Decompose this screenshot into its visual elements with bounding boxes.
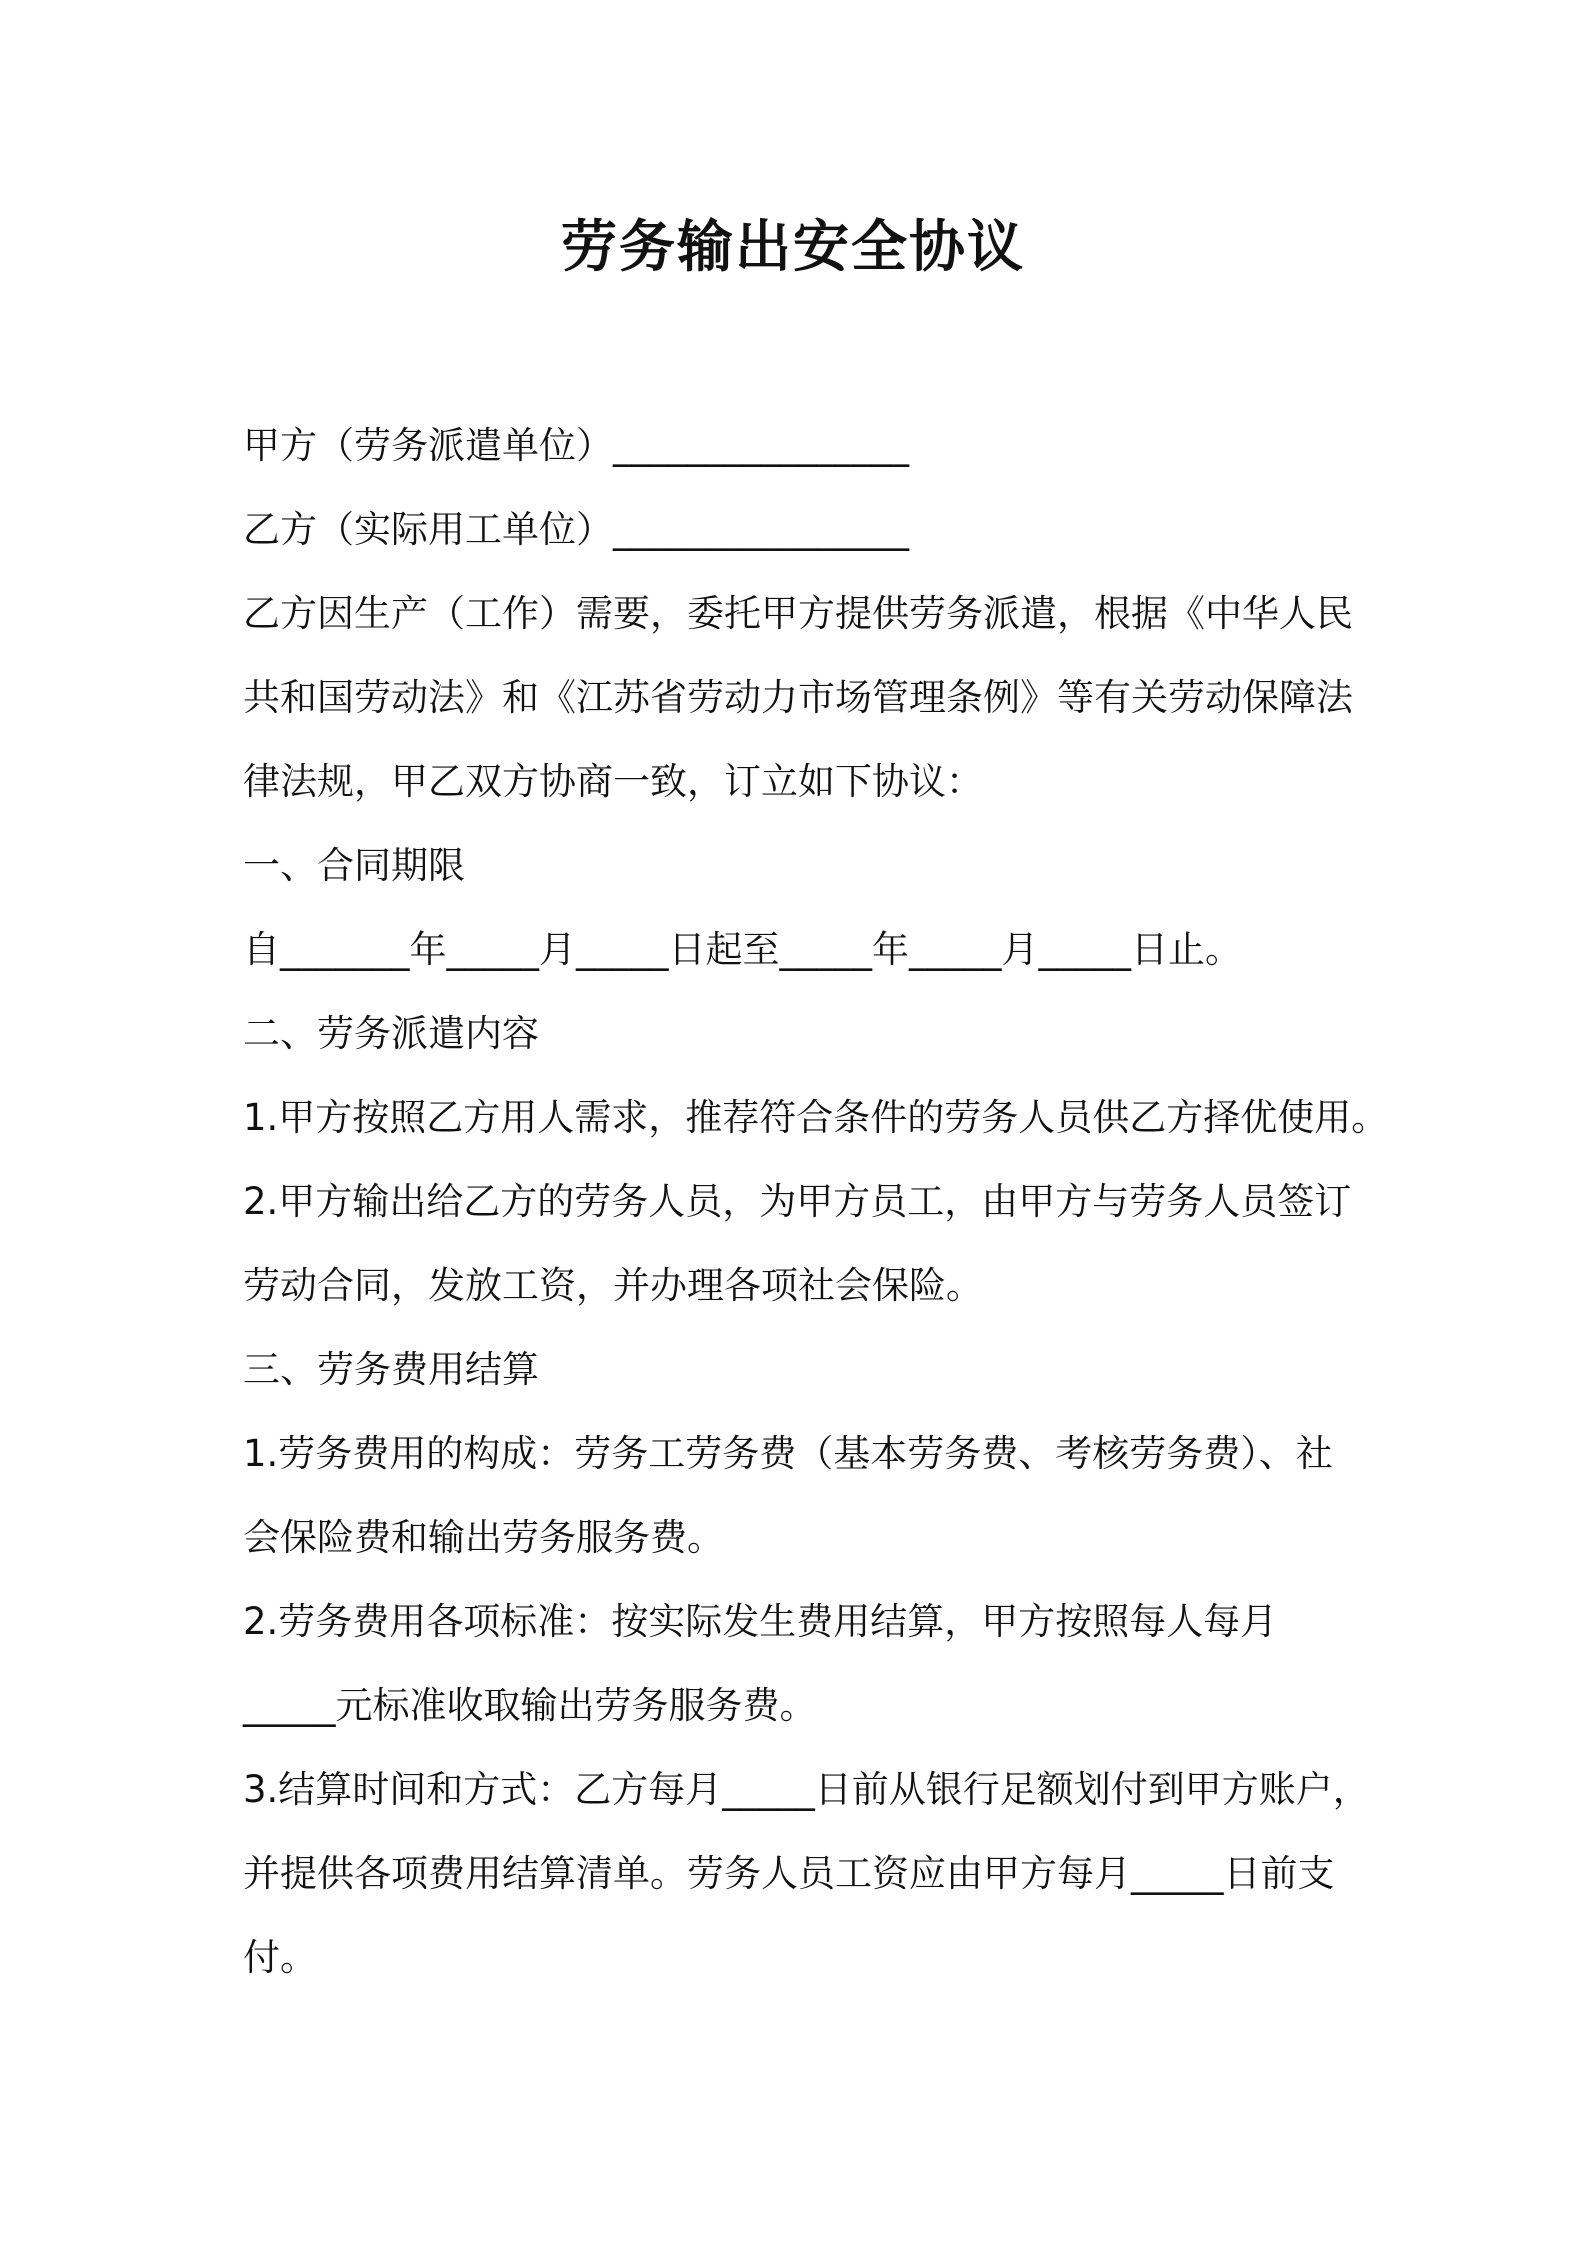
section-3-item-2-line-2: _____元标准收取输出劳务服务费。	[243, 1684, 817, 1727]
party-a-line: 甲方（劳务派遣单位）________________	[243, 424, 909, 467]
party-b-line: 乙方（实际用工单位）________________	[243, 508, 909, 551]
preamble-line-2: 共和国劳动法》和《江苏省劳动力市场管理条例》等有关劳动保障法	[243, 676, 1353, 719]
contract-term-line: 自_______年_____月_____日起至_____年_____月_____日止。	[243, 928, 1242, 971]
section-3-item-1-line-2: 会保险费和输出劳务服务费。	[243, 1516, 724, 1559]
section-2-heading: 二、劳务派遣内容	[243, 1012, 539, 1055]
section-3-item-3-line-3: 付。	[243, 1936, 317, 1979]
preamble-line-1: 乙方因生产（工作）需要，委托甲方提供劳务派遣，根据《中华人民	[243, 592, 1353, 635]
section-3-item-3-line-1: 3.结算时间和方式：乙方每月_____日前从银行足额划付到甲方账户，	[243, 1768, 1370, 1811]
section-3-item-1-line-1: 1.劳务费用的构成：劳务工劳务费（基本劳务费、考核劳务费）、社	[243, 1432, 1333, 1475]
section-3-heading: 三、劳务费用结算	[243, 1348, 539, 1391]
preamble-line-3: 律法规，甲乙双方协商一致，订立如下协议：	[243, 760, 983, 803]
document-body	[243, 404, 1389, 2000]
section-2-item-1: 1.甲方按照乙方用人需求，推荐符合条件的劳务人员供乙方择优使用。	[243, 1096, 1389, 1139]
section-3-item-2-line-1: 2.劳务费用各项标准：按实际发生费用结算，甲方按照每人每月	[243, 1600, 1278, 1643]
section-2-item-2-line-2: 劳动合同，发放工资，并办理各项社会保险。	[243, 1264, 983, 1307]
section-1-heading: 一、合同期限	[243, 844, 465, 887]
document-title: 劳务输出安全协议	[561, 215, 1025, 280]
section-3-item-3-line-2: 并提供各项费用结算清单。劳务人员工资应由甲方每月_____日前支	[243, 1852, 1335, 1895]
section-2-item-2-line-1: 2.甲方输出给乙方的劳务人员，为甲方员工，由甲方与劳务人员签订	[243, 1180, 1352, 1223]
